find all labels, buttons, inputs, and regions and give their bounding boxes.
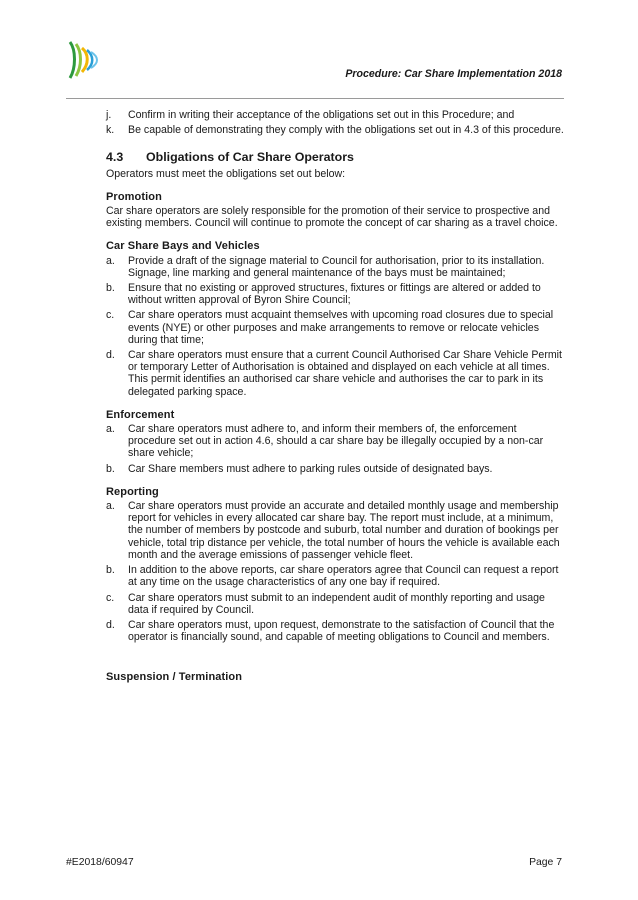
document-id: #E2018/60947 bbox=[66, 857, 134, 868]
page-number: Page 7 bbox=[529, 857, 562, 868]
list-text: Provide a draft of the signage material to Council for authorisation, prior to its installation. Signage, line marking and general maintenance of the bays must be maintained; bbox=[128, 254, 545, 279]
enforcement-heading: Enforcement bbox=[106, 408, 175, 421]
list-text: Car share operators must ensure that a current Council Authorised Car Share Vehicle Permit or temporary Letter of Authorisation is obtained and displayed on each vehicle at all times. This permit identifies an authorised car share vehicle and authorises the car to park in its delegated parking space. bbox=[128, 349, 562, 398]
header-title: Procedure: Car Share Implementation 2018 bbox=[345, 68, 562, 80]
list-item bbox=[106, 463, 564, 475]
list-text: Car share operators must, upon request, demonstrate to the satisfaction of Council that the operator is financially sound, and capable of meeting obligations to Council and members. bbox=[128, 618, 555, 644]
reporting-heading: Reporting bbox=[106, 485, 159, 498]
list-item bbox=[106, 109, 564, 121]
list-item bbox=[106, 619, 564, 643]
list-text: Car share operators must adhere to, and inform their members of, the enforcement procedure set out in action 4.6, should a car share bay be illegally occupied by a non-car share vehicle; bbox=[128, 423, 544, 460]
suspension-heading: Suspension / Termination bbox=[106, 671, 243, 684]
list-label: a. bbox=[106, 500, 115, 513]
list-text: Car Share members must adhere to parking rules outside of designated bays. bbox=[128, 462, 493, 475]
list-label: j. bbox=[106, 109, 112, 121]
list-label: k. bbox=[106, 124, 115, 137]
list-item bbox=[106, 255, 564, 279]
council-logo-icon bbox=[66, 40, 108, 80]
list-label: b. bbox=[106, 564, 115, 577]
section-number: 4.3 bbox=[106, 150, 124, 165]
document-body bbox=[106, 109, 564, 686]
list-label: c. bbox=[106, 591, 115, 604]
section-title: Obligations of Car Share Operators bbox=[146, 150, 354, 165]
list-text: Ensure that no existing or approved structures, fixtures or fittings are altered or added to without written approval of Byron Shire Council; bbox=[128, 282, 541, 307]
list-text: Be capable of demonstrating they comply with the obligations set out in 4.3 of this procedure. bbox=[128, 124, 564, 137]
list-text: In addition to the above reports, car share operators agree that Council can request a report at any time on the usage characteristics of any one bay if required. bbox=[128, 564, 559, 589]
list-label: d. bbox=[106, 618, 115, 631]
list-label: b. bbox=[106, 282, 115, 295]
list-text: Confirm in writing their acceptance of the obligations set out in this Procedure; and bbox=[128, 109, 515, 121]
bays-heading: Car Share Bays and Vehicles bbox=[106, 240, 260, 253]
list-label: d. bbox=[106, 349, 115, 362]
header-divider bbox=[66, 98, 564, 99]
list-text: Car share operators must submit to an independent audit of monthly reporting and usage data if required by Council. bbox=[128, 591, 545, 616]
list-item bbox=[106, 309, 564, 346]
list-item bbox=[106, 282, 564, 306]
list-label: b. bbox=[106, 462, 115, 475]
list-item bbox=[106, 592, 564, 616]
promotion-heading: Promotion bbox=[106, 190, 162, 203]
list-text: Car share operators must acquaint themselves with upcoming road closures due to special events (NYE) or other purposes and make arrangements to remove or relocate vehicles during that time; bbox=[128, 309, 554, 346]
list-item bbox=[106, 349, 564, 398]
list-label: a. bbox=[106, 423, 115, 436]
list-item bbox=[106, 124, 564, 136]
promotion-text: Car share operators are solely responsible for the promotion of their service to prospective and existing members. Council will continue to promote the concept of car sharing as a travel choice. bbox=[106, 205, 558, 230]
list-item bbox=[106, 564, 564, 588]
list-label: c. bbox=[106, 309, 115, 322]
section-heading bbox=[106, 151, 564, 163]
list-text: Car share operators must provide an accurate and detailed monthly usage and membership report for vehicles in every allocated car share bay. The report must include, at a minimum, the number of members by postcode and suburb, total number and duration of bookings per vehicle, total trip distance per vehicle, the total number of hours the vehicle is available each month and the average emissions of passenger vehicle fleet. bbox=[128, 500, 560, 561]
list-item bbox=[106, 500, 564, 561]
list-label: a. bbox=[106, 254, 115, 267]
section-intro: Operators must meet the obligations set out below: bbox=[106, 167, 346, 180]
list-item bbox=[106, 423, 564, 460]
